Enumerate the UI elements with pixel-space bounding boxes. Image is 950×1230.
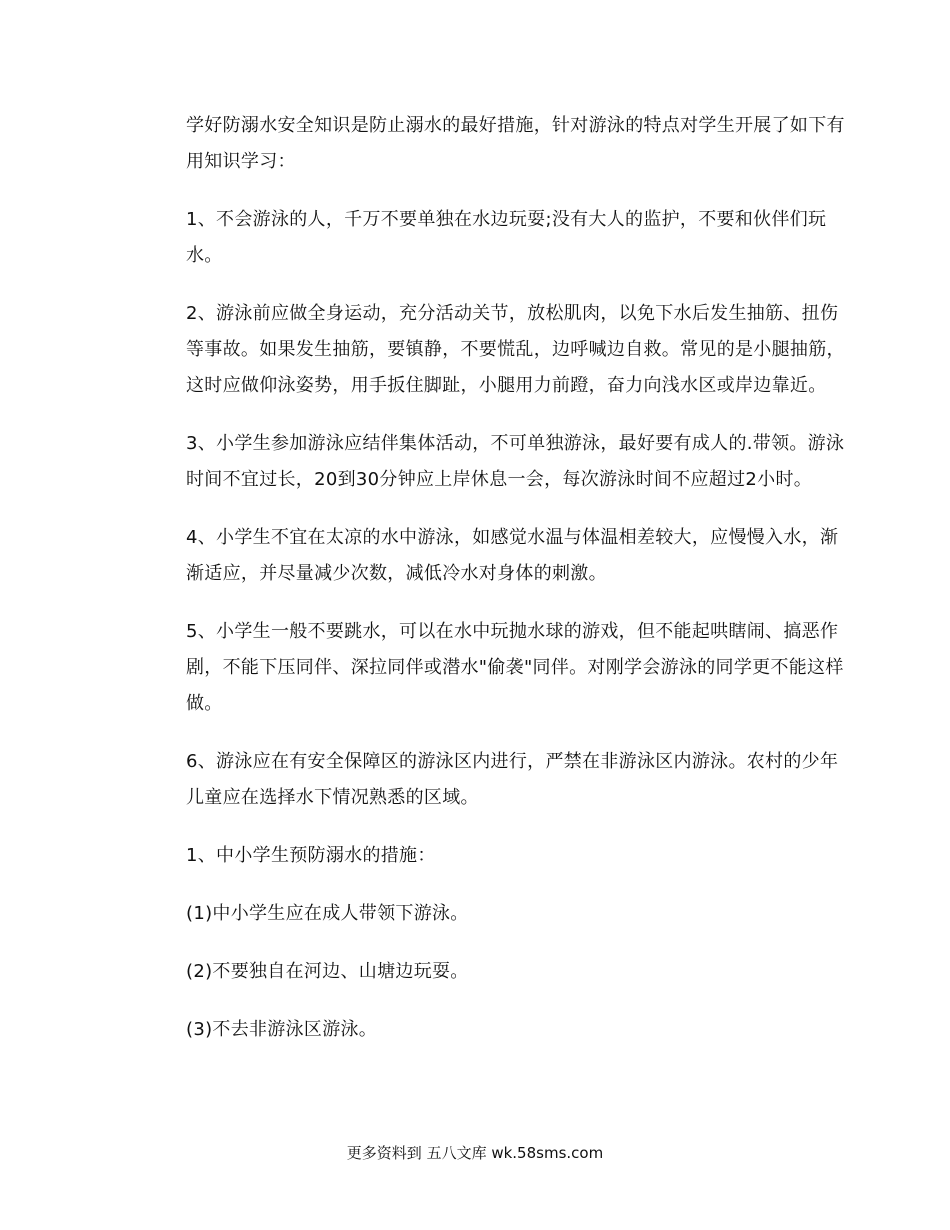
measure-item-1: (1)中小学生应在成人带领下游泳。: [186, 903, 469, 924]
tip-paragraph-1: 1、不会游泳的人，千万不要单独在水边玩耍;没有大人的监护，不要和伙伴们玩水。: [186, 209, 827, 266]
tip-paragraph-3: 3、小学生参加游泳应结伴集体活动，不可单独游泳，最好要有成人的.带领。游泳时间不宜过长，20到30分钟应上岸休息一会，每次游泳时间不应超过2小时。: [186, 433, 845, 490]
measure-item-3: (3)不去非游泳区游泳。: [186, 1019, 378, 1040]
tip-paragraph-2: 2、游泳前应做全身运动，充分活动关节，放松肌肉，以免下水后发生抽筋、扭伤等事故。如果发生抽筋，要镇静，不要慌乱，边呼喊边自救。常见的是小腿抽筋，这时应做仰泳姿势，用手扳住脚趾，小腿用力前蹬，奋力向浅水区或岸边靠近。: [186, 303, 845, 396]
footer-note: 更多资料到 五八文库 wk.58sms.com: [346, 1144, 604, 1162]
document-body: [186, 108, 846, 1070]
tip-paragraph-6: 6、游泳应在有安全保障区的游泳区内进行，严禁在非游泳区内游泳。农村的少年儿童应在选择水下情况熟悉的区域。: [186, 751, 839, 808]
tip-paragraph-5: 5、小学生一般不要跳水，可以在水中玩抛水球的游戏，但不能起哄瞎闹、搞恶作剧，不能下压同伴、深拉同伴或潜水"偷袭"同伴。对刚学会游泳的同学更不能这样做。: [186, 621, 844, 714]
intro-paragraph: 学好防溺水安全知识是防止溺水的最好措施，针对游泳的特点对学生开展了如下有用知识学习：: [186, 115, 845, 172]
measure-item-2: (2)不要独自在河边、山塘边玩耍。: [186, 961, 469, 982]
measures-heading: 1、中小学生预防溺水的措施：: [186, 845, 436, 866]
tip-paragraph-4: 4、小学生不宜在太凉的水中游泳，如感觉水温与体温相差较大，应慢慢入水，渐渐适应，并尽量减少次数，减低冷水对身体的刺激。: [186, 527, 839, 584]
